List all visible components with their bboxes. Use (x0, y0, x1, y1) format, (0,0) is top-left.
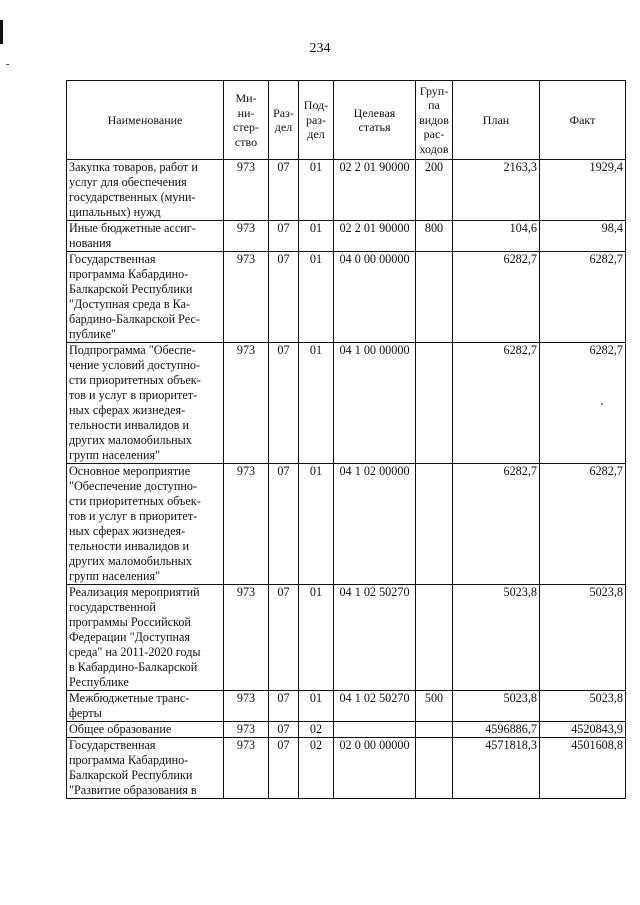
row-plan: 4571818,3 (453, 738, 540, 799)
row-plan: 4596886,7 (453, 722, 540, 738)
row-group (416, 585, 453, 691)
row-ministry: 973 (224, 585, 269, 691)
row-ministry: 973 (224, 343, 269, 464)
row-section: 07 (269, 691, 299, 722)
row-fact: 6282,7 (540, 343, 626, 464)
row-name: Общее образование (67, 722, 224, 738)
row-group: 500 (416, 691, 453, 722)
row-subsection: 01 (299, 252, 334, 343)
row-target (334, 722, 416, 738)
header-ministry: Ми- ни- стер- ство (224, 81, 269, 160)
row-target: 04 1 02 50270 (334, 585, 416, 691)
row-fact: 1929,4 (540, 160, 626, 221)
row-fact: 4501608,8 (540, 738, 626, 799)
row-section: 07 (269, 464, 299, 585)
page-number: 234 (309, 41, 331, 56)
row-plan: 5023,8 (453, 691, 540, 722)
row-fact: 6282,7 (540, 464, 626, 585)
row-target: 02 2 01 90000 (334, 160, 416, 221)
row-ministry: 973 (224, 464, 269, 585)
row-target: 04 1 02 50270 (334, 691, 416, 722)
header-plan: План (453, 81, 540, 160)
budget-table (66, 80, 626, 799)
row-plan: 104,6 (453, 221, 540, 252)
row-ministry: 973 (224, 160, 269, 221)
table-row (67, 252, 626, 343)
header-section: Раз- дел (269, 81, 299, 160)
row-plan: 2163,3 (453, 160, 540, 221)
row-group: 200 (416, 160, 453, 221)
row-subsection: 01 (299, 343, 334, 464)
row-subsection: 01 (299, 221, 334, 252)
row-group: 800 (416, 221, 453, 252)
row-ministry: 973 (224, 252, 269, 343)
row-section: 07 (269, 252, 299, 343)
table-row (67, 722, 626, 738)
row-group (416, 252, 453, 343)
row-group (416, 464, 453, 585)
header-fact: Факт (540, 81, 626, 160)
scan-speck (601, 403, 603, 405)
header-group: Груп- па видов рас- ходов (416, 81, 453, 160)
table-row (67, 343, 626, 464)
table-row (67, 691, 626, 722)
row-group (416, 722, 453, 738)
row-target: 04 0 00 00000 (334, 252, 416, 343)
row-ministry: 973 (224, 738, 269, 799)
header-name: Наименование (67, 81, 224, 160)
row-section: 07 (269, 585, 299, 691)
row-fact: 98,4 (540, 221, 626, 252)
row-fact: 4520843,9 (540, 722, 626, 738)
row-name: Государственная программа Кабардино- Балкарской Республики "Доступная среда в Ка- бардино-Балкарской Рес- публике" (67, 252, 224, 343)
table-row (67, 585, 626, 691)
row-target: 04 1 02 00000 (334, 464, 416, 585)
row-subsection: 01 (299, 691, 334, 722)
row-name: Иные бюджетные ассиг- нования (67, 221, 224, 252)
row-target: 04 1 00 00000 (334, 343, 416, 464)
row-plan: 6282,7 (453, 343, 540, 464)
table-row (67, 464, 626, 585)
page-edge-dot (6, 64, 9, 65)
row-group (416, 738, 453, 799)
row-name: Реализация мероприятий государственной программы Российской Федерации "Доступная среда" на 2011-2020 годы в Кабардино-Балкарской Республике (67, 585, 224, 691)
row-section: 07 (269, 343, 299, 464)
row-section: 07 (269, 738, 299, 799)
row-subsection: 01 (299, 160, 334, 221)
row-section: 07 (269, 160, 299, 221)
row-plan: 5023,8 (453, 585, 540, 691)
row-section: 07 (269, 221, 299, 252)
row-subsection: 01 (299, 585, 334, 691)
row-subsection: 02 (299, 738, 334, 799)
row-fact: 5023,8 (540, 585, 626, 691)
row-subsection: 02 (299, 722, 334, 738)
row-name: Межбюджетные транс- ферты (67, 691, 224, 722)
header-target: Целевая статья (334, 81, 416, 160)
row-group (416, 343, 453, 464)
row-name: Государственная программа Кабардино- Балкарской Республики "Развитие образования в (67, 738, 224, 799)
row-section: 07 (269, 722, 299, 738)
row-ministry: 973 (224, 221, 269, 252)
row-fact: 5023,8 (540, 691, 626, 722)
row-name: Закупка товаров, работ и услуг для обеспечения государственных (муни- ципальных) нужд (67, 160, 224, 221)
row-name: Подпрограмма "Обеспе- чение условий доступно- сти приоритетных объек- тов и услуг в приоритет- ных сферах жизнедея- тельности инвалидов и других маломобильных групп населения" (67, 343, 224, 464)
table-row (67, 738, 626, 799)
table-row (67, 160, 626, 221)
table-row (67, 221, 626, 252)
row-ministry: 973 (224, 691, 269, 722)
row-target: 02 2 01 90000 (334, 221, 416, 252)
row-ministry: 973 (224, 722, 269, 738)
row-fact: 6282,7 (540, 252, 626, 343)
row-target: 02 0 00 00000 (334, 738, 416, 799)
row-plan: 6282,7 (453, 252, 540, 343)
row-plan: 6282,7 (453, 464, 540, 585)
row-subsection: 01 (299, 464, 334, 585)
row-name: Основное мероприятие "Обеспечение доступно- сти приоритетных объек- тов и услуг в приоритет- ных сферах жизнедея- тельности инвалидов и других маломобильных групп населения" (67, 464, 224, 585)
table-header-row (67, 81, 626, 160)
header-subsection: Под- раз- дел (299, 81, 334, 160)
